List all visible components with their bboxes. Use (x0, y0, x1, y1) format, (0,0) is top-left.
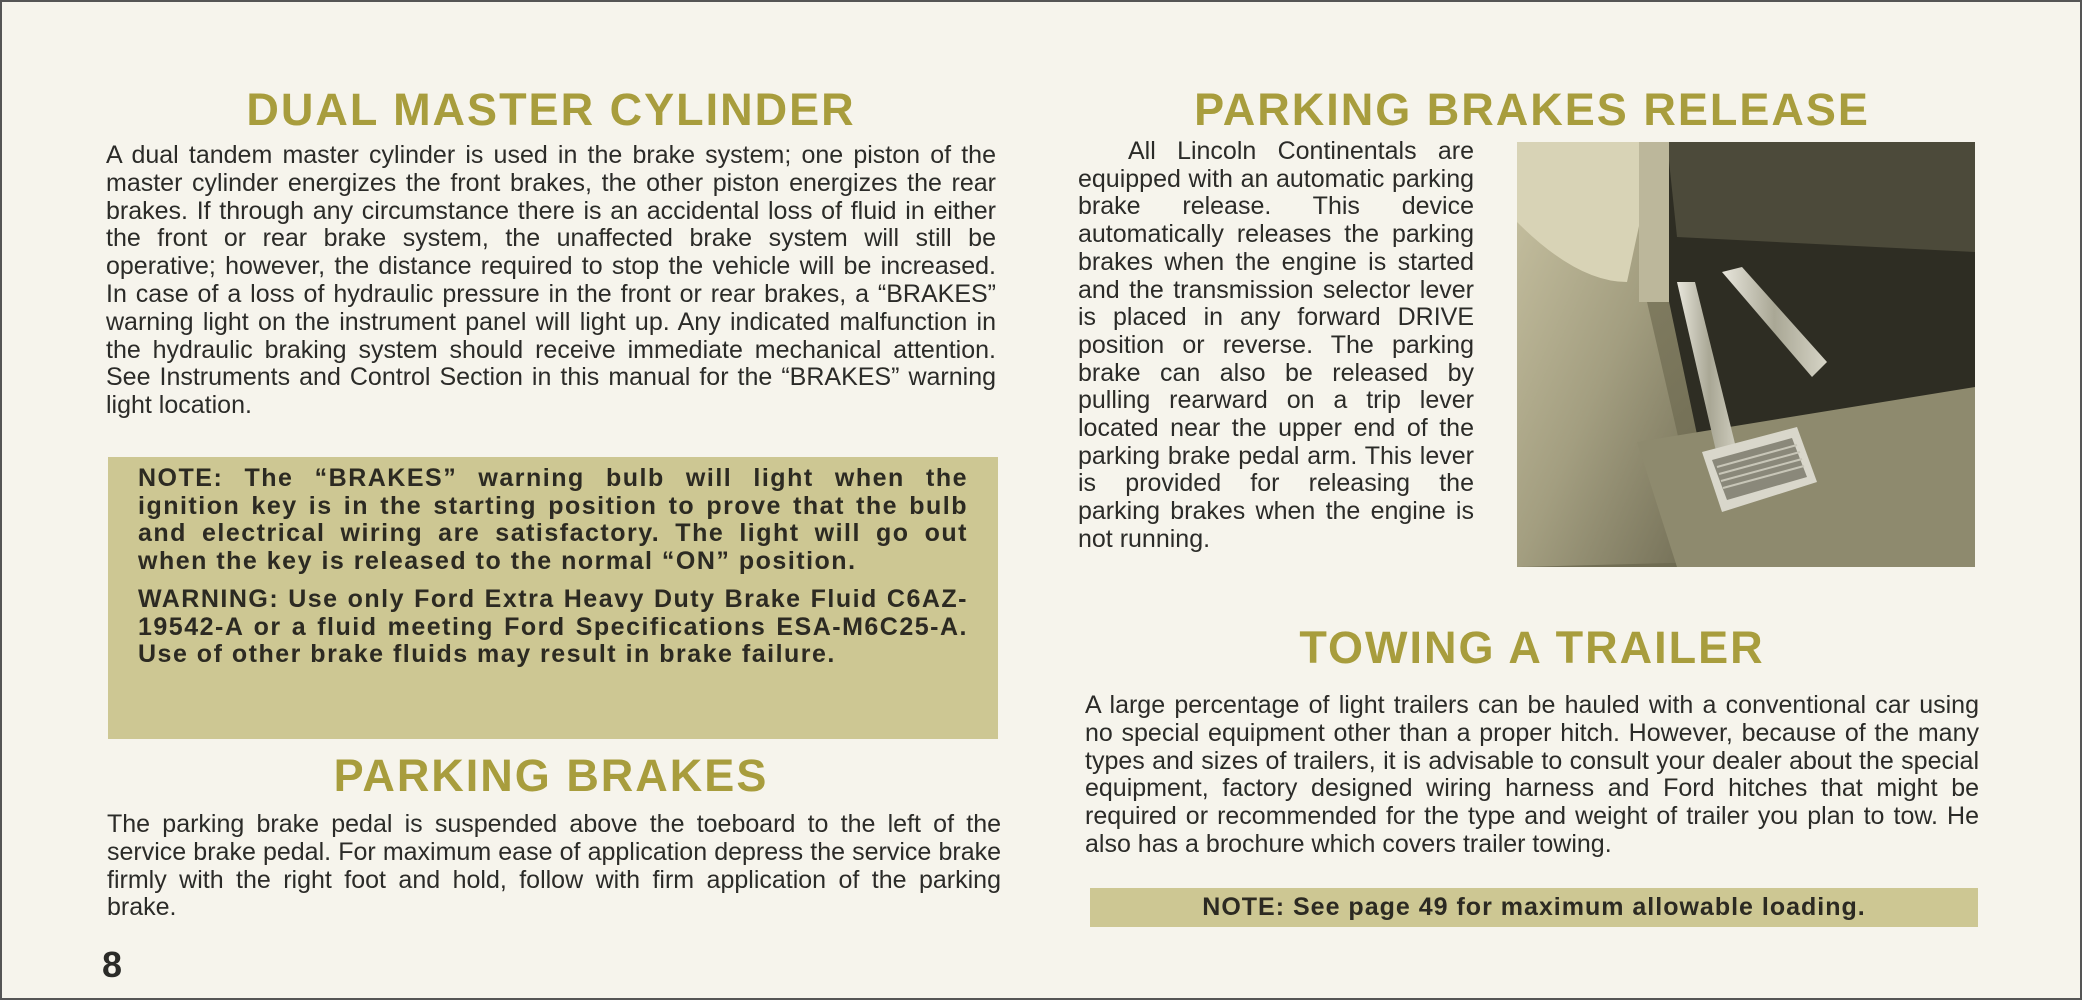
towing-loading-note: NOTE: See page 49 for maximum allowable loading. (1090, 888, 1978, 927)
dual-master-cylinder-text: A dual tandem master cylinder is used in the brake system; one piston of the master cylinder energizes the front brakes, the other piston energizes the rear brakes. If through any circumstance there is an accidental loss of fluid in either the front or rear brake system, the unaffected brake system will still be operative; however, the distance required to stop the vehicle will be increased. In case of a loss of hydraulic pressure in the front or rear brakes, a “BRAKES” warning light on the instrument panel will light up. Any indicated malfunction in the hydraulic braking system should receive immediate mechanical attention. See Instruments and Control Section in this manual for the “BRAKES” warning light location. (106, 141, 996, 420)
heading-parking-brakes-release: PARKING BRAKES RELEASE (1194, 84, 1870, 135)
heading-parking-brakes: PARKING BRAKES (333, 750, 769, 801)
parking-brake-pedal-photo (1517, 142, 1975, 567)
brakes-warning-bulb-note: NOTE: The “BRAKES” warning bulb will light when the ignition key is in the starting position to prove that the bulb and electrical wiring are satisfactory. The light will go out when the key is released to the normal “ON” position. (138, 464, 968, 575)
heading-towing-a-trailer: TOWING A TRAILER (1299, 622, 1765, 673)
parking-brakes-release-text: All Lincoln Continentals are equipped with an automatic parking brake release. This device automatically releases the parking brakes when the engine is started and the transmission selector lever is placed in any forward DRIVE position or reverse. The parking brake can also be released by pulling rearward on a trip lever located near the upper end of the parking brake pedal arm. This lever is provided for releasing the parking brakes when the engine is not running. (1078, 137, 1474, 553)
towing-a-trailer-text: A large percentage of light trailers can be hauled with a conventional car using no special equipment other than a proper hitch. However, because of the many types and sizes of trailers, it is advisable to consult your dealer about the special equipment, factory designed wiring harness and Ford hitches that might be required or recommended for the type and weight of trailer you plan to tow. He also has a brochure which covers trailer towing. (1085, 691, 1979, 858)
parking-brakes-text: The parking brake pedal is suspended above the toeboard to the left of the service brake pedal. For maximum ease of application depress the service brake firmly with the right foot and hold, follow with firm application of the parking brake. (107, 810, 1001, 922)
heading-dual-master-cylinder: DUAL MASTER CYLINDER (246, 84, 856, 135)
brake-fluid-warning: WARNING: Use only Ford Extra Heavy Duty Brake Fluid C6AZ-19542-A or a fluid meeting Ford Specifications ESA-M6C25-A. Use of other brake fluids may result in brake failure. (138, 585, 968, 668)
page-number: 8 (102, 944, 123, 985)
brakes-note-box (108, 457, 998, 739)
